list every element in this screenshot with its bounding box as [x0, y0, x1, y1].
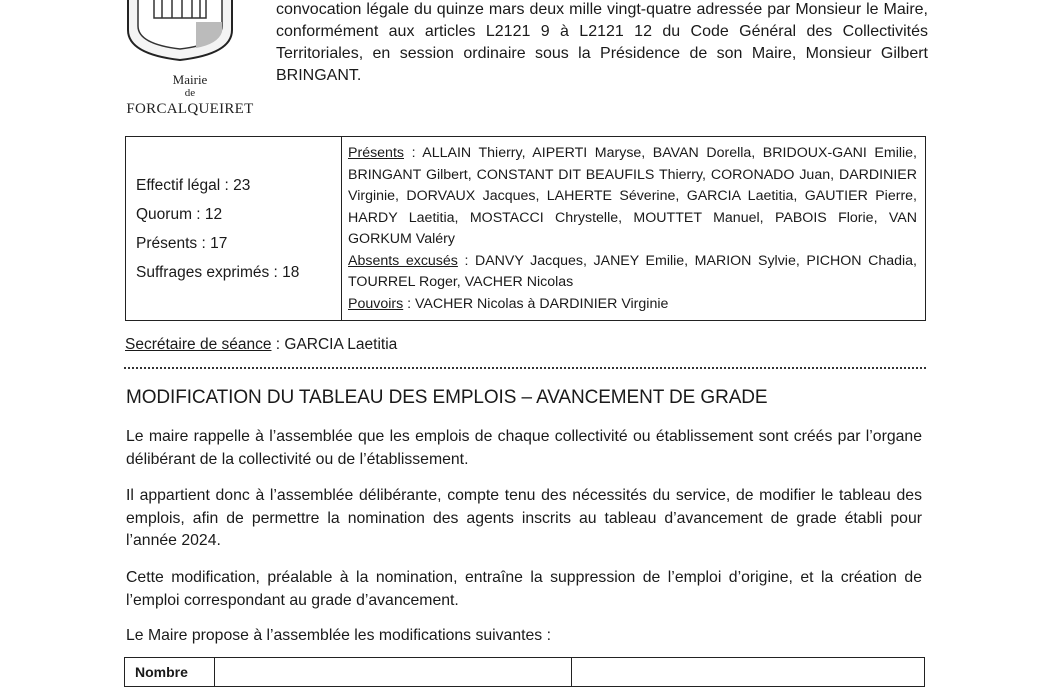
coat-of-arms-icon	[126, 0, 234, 62]
presents-label: Présents	[348, 145, 404, 161]
absents-label: Absents excusés	[348, 252, 458, 269]
attendance-counts	[126, 137, 342, 320]
pouvoirs-label: Pouvoirs	[348, 295, 404, 312]
paragraph-2: Il appartient donc à l’assemblée délibérante, compte tenu des nécessités du service, de modifier le tableau des emplois, afin de permettre la nomination des agents inscrits au tableau d’avancement de grade établi pour l’année 2024.	[126, 487, 922, 549]
effectif-legal: Effectif légal : 23	[136, 177, 251, 194]
dotted-separator	[124, 367, 926, 369]
absents-block	[348, 251, 917, 294]
commune-name: FORCALQUEIRET	[126, 101, 254, 117]
absents-list: : DANVY Jacques, JANEY Emilie, MARION Sylvie, PICHON Chadia, TOURREL Roger, VACHER Nicolas	[348, 252, 917, 290]
presents-list: : ALLAIN Thierry, AIPERTI Maryse, BAVAN Dorella, BRIDOUX-GANI Emilie, BRINGANT Gilbert, CONSTANT DIT BEAUFILS Thierry, CORONADO Juan, DARDINIER Virginie, DORVAUX Jacques, LAHERTE Séverine, GARCIA Laetitia, GAUTIER Pierre, HARDY Laetitia, MOSTACCI Chrystelle, MOUTTET Manuel, PABOIS Florie, VAN GORKUM Valéry	[348, 145, 917, 247]
paragraph-4: Le Maire propose à l’assemblée les modifications suivantes :	[126, 627, 551, 644]
pouvoirs-block	[348, 294, 917, 316]
mairie-de: de	[184, 87, 196, 99]
table-header-nombre: Nombre	[125, 658, 215, 686]
paragraph-3: Cette modification, préalable à la nomination, entraîne la suppression de l’emploi d’origine, et la création de l’emploi correspondant au grade d’avancement.	[126, 569, 922, 609]
modifications-table	[124, 657, 925, 687]
presents-count: Présents : 17	[136, 235, 228, 252]
paragraph-1: Le maire rappelle à l’assemblée que les emplois de chaque collectivité ou établissement sont créés par l’organe délibérant de la collectivité ou de l’établissement.	[126, 428, 922, 468]
quorum: Quorum : 12	[136, 206, 223, 223]
table-column-divider	[571, 658, 572, 686]
mairie-label: Mairie	[172, 72, 208, 87]
section-title: MODIFICATION DU TABLEAU DES EMPLOIS – AVANCEMENT DE GRADE	[126, 387, 768, 408]
attendance-names	[348, 143, 917, 315]
mairie-caption	[120, 72, 260, 119]
intro-paragraph: convocation légale du quinze mars deux mille vingt-quatre adressée par Monsieur le Maire, conformément aux articles L2121 9 à L2121 12 du Code Général des Collectivités Territoriales, en session ordinaire sous la Présidence de son Maire, Monsieur Gilbert BRINGANT.	[276, 1, 928, 84]
secretary-value: : GARCIA Laetitia	[271, 336, 398, 353]
secretary-line	[125, 335, 397, 355]
presents-block	[348, 143, 917, 251]
suffrages-exprimes: Suffrages exprimés : 18	[136, 264, 300, 281]
attendance-box	[125, 136, 926, 321]
pouvoirs-list: : VACHER Nicolas à DARDINIER Virginie	[403, 295, 669, 312]
secretary-label: Secrétaire de séance	[125, 336, 272, 353]
